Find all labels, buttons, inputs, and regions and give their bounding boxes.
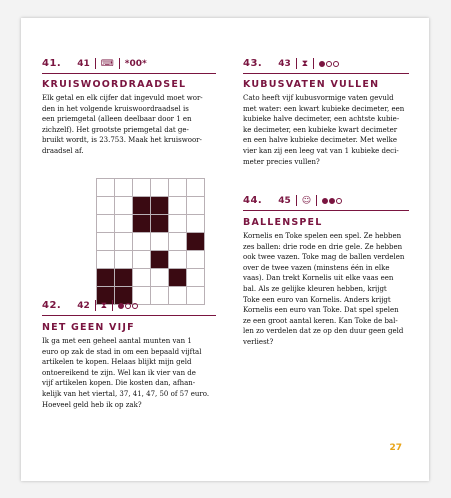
crossword-cell <box>115 179 132 196</box>
crossword-cell <box>151 233 168 250</box>
difficulty-dot-empty <box>326 61 332 67</box>
crossword-cell <box>151 287 168 304</box>
book-page <box>21 18 429 481</box>
puzzle-44-header <box>243 193 342 208</box>
crossword-cell <box>187 251 204 268</box>
crossword-cell <box>187 215 204 232</box>
crossword-cell <box>169 215 186 232</box>
text-line: meter precies vullen? <box>243 157 320 166</box>
puzzle-ref-number: 42 <box>77 300 90 311</box>
crossword-black-cell <box>97 269 114 286</box>
crossword-cell <box>115 251 132 268</box>
difficulty-dot-empty <box>132 303 138 309</box>
crossword-cell <box>187 287 204 304</box>
crossword-cell <box>97 179 114 196</box>
header-rule <box>243 210 409 211</box>
crossword-cell <box>151 179 168 196</box>
text-line: en een halve kubieke decimeter. Met welke <box>243 136 398 145</box>
puzzle-44-text <box>243 231 411 348</box>
crossword-black-cell <box>151 215 168 232</box>
text-line: Kornelis en Toke spelen een spel. Ze hebben <box>243 232 402 240</box>
puzzle-title: NET GEEN VIJF <box>42 322 135 333</box>
puzzle-ref-number: 45 <box>278 195 291 206</box>
puzzle-title: KRUISWOORDRAADSEL <box>42 79 187 90</box>
text-line: zes ballen: drie rode en drie gele. Ze hebben <box>243 242 403 251</box>
crossword-cell <box>169 197 186 214</box>
text-line: ze een groot aantal keren. Kan Toke de bal- <box>243 316 398 325</box>
difficulty-dot-empty <box>125 303 131 309</box>
difficulty-dot-empty <box>333 61 339 67</box>
crossword-black-cell <box>151 251 168 268</box>
text-line: Ik ga met een geheel aantal munten van 1 <box>42 337 192 345</box>
header-rule <box>243 73 409 74</box>
text-line: kelijk van het viertal, 37, 41, 47, 50 of 57 euro. <box>42 389 210 398</box>
difficulty-dots <box>319 61 339 67</box>
crossword-cell <box>97 215 114 232</box>
text-line: bruikt wordt, is 23.753. Maak het kruiswoor- <box>42 136 202 145</box>
text-line: Cato heeft vijf kubusvormige vaten gevuld <box>243 94 394 102</box>
text-line: vier kan zij een leeg vat van 1 kubieke deci- <box>243 146 399 155</box>
text-line: Toke een euro van Kornelis. Anders krijgt <box>243 295 391 304</box>
crossword-cell <box>133 179 150 196</box>
puzzle-ref-number: 41 <box>77 58 90 69</box>
difficulty-dots <box>322 198 342 204</box>
puzzle-41-header <box>42 56 147 71</box>
puzzle-43-header <box>243 56 339 71</box>
crossword-cell <box>115 197 132 214</box>
text-line: een priemgetal (alleen deelbaar door 1 en <box>42 115 192 124</box>
puzzle-number: 43. <box>243 58 263 69</box>
text-line: over de twee vazen (minstens één in elke <box>243 263 390 272</box>
text-line: met water: een kwart kubieke decimeter, een <box>243 104 405 113</box>
crossword-cell <box>115 215 132 232</box>
crossword-cell <box>169 179 186 196</box>
text-line: ook twee vazen. Toke mag de ballen verdelen <box>243 253 405 262</box>
crossword-cell <box>151 269 168 286</box>
crossword-black-cell <box>169 269 186 286</box>
crossword-cell <box>187 197 204 214</box>
text-line: zichzelf). Het grootste priemgetal dat ge- <box>42 125 189 134</box>
crossword-cell <box>97 197 114 214</box>
puzzle-42-text <box>42 336 218 410</box>
crossword-cell <box>169 251 186 268</box>
text-line: euro op zak de stad in om een bepaald vijftal <box>42 347 202 356</box>
puzzle-43-text <box>243 93 411 167</box>
difficulty-text: *00* <box>124 58 147 69</box>
puzzle-title: KUBUSVATEN VULLEN <box>243 79 380 90</box>
text-line: artikelen te kopen. Helaas blijkt mijn geld <box>42 358 192 367</box>
crossword-black-cell <box>151 197 168 214</box>
text-line: Elk getal en elk cijfer dat ingevuld moet wor- <box>42 94 203 102</box>
text-line: Kornelis een euro van Toke. Dat spel spelen <box>243 306 399 315</box>
computer-icon: ⌨ <box>100 58 114 69</box>
crossword-black-cell <box>115 269 132 286</box>
crossword-black-cell <box>133 197 150 214</box>
difficulty-dot-filled <box>319 61 325 67</box>
text-line: Hoeveel geld heb ik op zak? <box>42 400 142 409</box>
text-line: vaas). Dan trekt Kornelis uit elke vaas een <box>243 274 394 283</box>
difficulty-dot-empty <box>336 198 342 204</box>
crossword-cell <box>169 287 186 304</box>
difficulty-dot-filled <box>329 198 335 204</box>
text-line: bal. Als ze gelijke kleuren hebben, krijgt <box>243 284 387 293</box>
crossword-grid <box>96 178 205 305</box>
hourglass-icon: ⧗ <box>301 58 309 69</box>
puzzle-number: 44. <box>243 195 263 206</box>
puzzle-42-header <box>42 298 138 313</box>
crossword-cell <box>115 233 132 250</box>
crossword-cell <box>133 251 150 268</box>
crossword-cell <box>187 269 204 286</box>
text-line: ke decimeter, een kubieke kwart decimeter <box>243 125 398 134</box>
crossword-cell <box>97 233 114 250</box>
text-line: den in het volgende kruiswoordraadsel is <box>42 104 189 113</box>
puzzle-number: 42. <box>42 300 62 311</box>
crossword-cell <box>97 251 114 268</box>
difficulty-dot-filled <box>322 198 328 204</box>
crossword-cell <box>133 233 150 250</box>
puzzle-number: 41. <box>42 58 62 69</box>
difficulty-dots <box>118 303 138 309</box>
text-line: ontoereikend te zijn. Wel kan ik vier van de <box>42 368 196 377</box>
text-line: len zo verdelen dat ze op den duur geen geld <box>243 327 404 336</box>
hourglass-icon: ⧗ <box>100 300 108 311</box>
text-line: verliest? <box>243 337 274 346</box>
crossword-cell <box>169 233 186 250</box>
crossword-black-cell <box>187 233 204 250</box>
text-line: kubieke halve decimeter, een achtste kubie- <box>243 115 400 124</box>
puzzle-title: BALLENSPEL <box>243 217 323 228</box>
text-line: vijf artikelen kopen. Die kosten dan, afhan- <box>42 379 196 388</box>
header-rule <box>42 315 216 316</box>
page-number: 27 <box>389 443 402 453</box>
crossword-cell <box>133 269 150 286</box>
crossword-black-cell <box>133 215 150 232</box>
header-rule <box>42 73 216 74</box>
difficulty-dot-filled <box>118 303 124 309</box>
text-line: draadsel af. <box>42 146 84 155</box>
puzzle-41-text <box>42 93 218 157</box>
crossword-cell <box>187 179 204 196</box>
puzzle-ref-number: 43 <box>278 58 291 69</box>
people-icon: ☺ <box>301 195 312 206</box>
